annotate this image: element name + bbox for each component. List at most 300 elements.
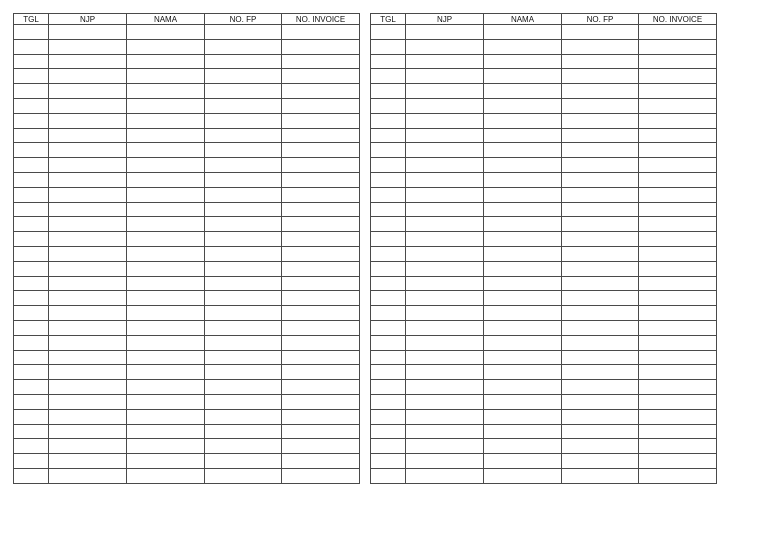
cell-no-fp[interactable]	[205, 320, 282, 335]
cell-nama[interactable]	[127, 365, 205, 380]
cell-nama[interactable]	[127, 380, 205, 395]
cell-tgl[interactable]	[14, 468, 49, 483]
cell-no-invoice[interactable]	[639, 217, 717, 232]
cell-no-invoice[interactable]	[639, 306, 717, 321]
cell-no-fp[interactable]	[562, 113, 639, 128]
cell-no-fp[interactable]	[562, 232, 639, 247]
cell-nama[interactable]	[484, 424, 562, 439]
cell-tgl[interactable]	[14, 365, 49, 380]
cell-nama[interactable]	[127, 320, 205, 335]
cell-njp[interactable]	[406, 394, 484, 409]
cell-njp[interactable]	[49, 439, 127, 454]
cell-no-invoice[interactable]	[639, 380, 717, 395]
cell-nama[interactable]	[484, 261, 562, 276]
cell-no-invoice[interactable]	[282, 394, 360, 409]
cell-nama[interactable]	[127, 98, 205, 113]
cell-no-fp[interactable]	[562, 261, 639, 276]
cell-no-invoice[interactable]	[282, 335, 360, 350]
cell-no-invoice[interactable]	[639, 246, 717, 261]
cell-njp[interactable]	[406, 202, 484, 217]
cell-no-fp[interactable]	[205, 394, 282, 409]
cell-njp[interactable]	[406, 350, 484, 365]
cell-no-fp[interactable]	[205, 187, 282, 202]
cell-no-invoice[interactable]	[282, 202, 360, 217]
cell-njp[interactable]	[49, 25, 127, 40]
cell-njp[interactable]	[406, 291, 484, 306]
cell-nama[interactable]	[484, 394, 562, 409]
cell-tgl[interactable]	[14, 113, 49, 128]
cell-nama[interactable]	[127, 202, 205, 217]
cell-nama[interactable]	[127, 84, 205, 99]
cell-tgl[interactable]	[14, 202, 49, 217]
cell-njp[interactable]	[406, 454, 484, 469]
cell-njp[interactable]	[406, 246, 484, 261]
cell-nama[interactable]	[484, 202, 562, 217]
cell-njp[interactable]	[406, 365, 484, 380]
cell-no-invoice[interactable]	[639, 98, 717, 113]
cell-njp[interactable]	[49, 172, 127, 187]
cell-tgl[interactable]	[371, 25, 406, 40]
cell-no-invoice[interactable]	[282, 276, 360, 291]
cell-njp[interactable]	[406, 320, 484, 335]
cell-no-invoice[interactable]	[639, 439, 717, 454]
cell-njp[interactable]	[49, 468, 127, 483]
cell-nama[interactable]	[127, 468, 205, 483]
cell-tgl[interactable]	[371, 350, 406, 365]
cell-no-invoice[interactable]	[282, 320, 360, 335]
cell-tgl[interactable]	[14, 158, 49, 173]
cell-njp[interactable]	[49, 217, 127, 232]
cell-nama[interactable]	[484, 306, 562, 321]
cell-tgl[interactable]	[371, 306, 406, 321]
cell-tgl[interactable]	[371, 128, 406, 143]
cell-njp[interactable]	[49, 246, 127, 261]
cell-tgl[interactable]	[14, 439, 49, 454]
cell-nama[interactable]	[127, 261, 205, 276]
cell-njp[interactable]	[49, 232, 127, 247]
cell-tgl[interactable]	[371, 232, 406, 247]
cell-no-fp[interactable]	[205, 54, 282, 69]
cell-nama[interactable]	[127, 246, 205, 261]
cell-no-fp[interactable]	[562, 202, 639, 217]
cell-no-invoice[interactable]	[639, 187, 717, 202]
cell-njp[interactable]	[406, 468, 484, 483]
cell-no-fp[interactable]	[205, 217, 282, 232]
cell-no-fp[interactable]	[205, 158, 282, 173]
cell-no-fp[interactable]	[205, 261, 282, 276]
cell-njp[interactable]	[49, 158, 127, 173]
cell-njp[interactable]	[406, 25, 484, 40]
cell-tgl[interactable]	[371, 291, 406, 306]
cell-nama[interactable]	[127, 335, 205, 350]
cell-nama[interactable]	[127, 276, 205, 291]
cell-njp[interactable]	[406, 217, 484, 232]
cell-no-invoice[interactable]	[639, 128, 717, 143]
cell-no-fp[interactable]	[562, 25, 639, 40]
cell-nama[interactable]	[484, 25, 562, 40]
cell-no-fp[interactable]	[205, 291, 282, 306]
cell-njp[interactable]	[49, 335, 127, 350]
cell-njp[interactable]	[49, 98, 127, 113]
cell-no-fp[interactable]	[205, 424, 282, 439]
cell-tgl[interactable]	[371, 84, 406, 99]
cell-tgl[interactable]	[14, 25, 49, 40]
cell-no-invoice[interactable]	[639, 350, 717, 365]
cell-njp[interactable]	[406, 113, 484, 128]
cell-njp[interactable]	[49, 380, 127, 395]
cell-tgl[interactable]	[14, 69, 49, 84]
cell-njp[interactable]	[406, 143, 484, 158]
cell-no-invoice[interactable]	[639, 365, 717, 380]
cell-no-fp[interactable]	[205, 143, 282, 158]
cell-njp[interactable]	[49, 187, 127, 202]
cell-nama[interactable]	[127, 291, 205, 306]
cell-no-invoice[interactable]	[282, 380, 360, 395]
cell-tgl[interactable]	[371, 69, 406, 84]
cell-no-fp[interactable]	[562, 350, 639, 365]
cell-nama[interactable]	[127, 158, 205, 173]
cell-njp[interactable]	[406, 158, 484, 173]
cell-no-invoice[interactable]	[282, 172, 360, 187]
cell-tgl[interactable]	[371, 246, 406, 261]
cell-nama[interactable]	[127, 439, 205, 454]
cell-no-fp[interactable]	[562, 69, 639, 84]
cell-tgl[interactable]	[371, 409, 406, 424]
cell-njp[interactable]	[49, 84, 127, 99]
cell-tgl[interactable]	[14, 232, 49, 247]
cell-tgl[interactable]	[371, 468, 406, 483]
cell-njp[interactable]	[49, 350, 127, 365]
cell-nama[interactable]	[484, 350, 562, 365]
cell-njp[interactable]	[49, 261, 127, 276]
cell-no-fp[interactable]	[205, 439, 282, 454]
cell-no-invoice[interactable]	[639, 69, 717, 84]
cell-njp[interactable]	[49, 394, 127, 409]
cell-nama[interactable]	[484, 54, 562, 69]
cell-no-invoice[interactable]	[282, 350, 360, 365]
cell-nama[interactable]	[127, 350, 205, 365]
cell-tgl[interactable]	[371, 335, 406, 350]
cell-no-invoice[interactable]	[282, 232, 360, 247]
cell-nama[interactable]	[127, 128, 205, 143]
cell-no-invoice[interactable]	[282, 291, 360, 306]
cell-njp[interactable]	[49, 454, 127, 469]
cell-njp[interactable]	[49, 306, 127, 321]
cell-tgl[interactable]	[14, 217, 49, 232]
cell-nama[interactable]	[484, 468, 562, 483]
cell-tgl[interactable]	[14, 143, 49, 158]
cell-no-fp[interactable]	[562, 187, 639, 202]
cell-nama[interactable]	[484, 143, 562, 158]
cell-no-invoice[interactable]	[639, 261, 717, 276]
cell-nama[interactable]	[484, 380, 562, 395]
cell-njp[interactable]	[406, 54, 484, 69]
cell-nama[interactable]	[127, 25, 205, 40]
cell-njp[interactable]	[406, 409, 484, 424]
cell-tgl[interactable]	[14, 54, 49, 69]
cell-no-invoice[interactable]	[282, 54, 360, 69]
cell-no-invoice[interactable]	[282, 409, 360, 424]
cell-no-fp[interactable]	[562, 365, 639, 380]
cell-tgl[interactable]	[371, 187, 406, 202]
cell-no-invoice[interactable]	[282, 143, 360, 158]
cell-tgl[interactable]	[14, 98, 49, 113]
cell-nama[interactable]	[484, 439, 562, 454]
cell-njp[interactable]	[49, 39, 127, 54]
cell-no-invoice[interactable]	[639, 454, 717, 469]
cell-nama[interactable]	[484, 39, 562, 54]
cell-njp[interactable]	[406, 98, 484, 113]
cell-no-invoice[interactable]	[282, 84, 360, 99]
cell-no-invoice[interactable]	[282, 39, 360, 54]
cell-nama[interactable]	[484, 172, 562, 187]
cell-nama[interactable]	[484, 454, 562, 469]
cell-njp[interactable]	[406, 261, 484, 276]
cell-tgl[interactable]	[14, 246, 49, 261]
cell-no-invoice[interactable]	[639, 276, 717, 291]
cell-no-invoice[interactable]	[639, 232, 717, 247]
cell-no-fp[interactable]	[562, 394, 639, 409]
cell-no-invoice[interactable]	[282, 187, 360, 202]
cell-no-invoice[interactable]	[282, 128, 360, 143]
cell-nama[interactable]	[484, 158, 562, 173]
cell-njp[interactable]	[406, 306, 484, 321]
cell-njp[interactable]	[406, 232, 484, 247]
cell-tgl[interactable]	[371, 143, 406, 158]
cell-no-fp[interactable]	[562, 158, 639, 173]
cell-nama[interactable]	[127, 306, 205, 321]
cell-no-fp[interactable]	[205, 350, 282, 365]
cell-njp[interactable]	[49, 113, 127, 128]
cell-no-fp[interactable]	[205, 232, 282, 247]
cell-njp[interactable]	[406, 424, 484, 439]
cell-no-fp[interactable]	[562, 98, 639, 113]
cell-no-fp[interactable]	[562, 84, 639, 99]
cell-tgl[interactable]	[14, 454, 49, 469]
cell-nama[interactable]	[484, 187, 562, 202]
cell-no-fp[interactable]	[205, 128, 282, 143]
cell-no-invoice[interactable]	[282, 424, 360, 439]
cell-njp[interactable]	[406, 69, 484, 84]
cell-no-invoice[interactable]	[282, 113, 360, 128]
cell-no-invoice[interactable]	[639, 394, 717, 409]
cell-nama[interactable]	[127, 143, 205, 158]
cell-no-invoice[interactable]	[282, 217, 360, 232]
cell-no-fp[interactable]	[562, 291, 639, 306]
cell-njp[interactable]	[406, 172, 484, 187]
cell-no-fp[interactable]	[205, 84, 282, 99]
cell-no-invoice[interactable]	[639, 113, 717, 128]
cell-nama[interactable]	[484, 98, 562, 113]
cell-no-invoice[interactable]	[639, 54, 717, 69]
cell-no-fp[interactable]	[562, 454, 639, 469]
cell-njp[interactable]	[406, 439, 484, 454]
cell-no-fp[interactable]	[562, 143, 639, 158]
cell-no-invoice[interactable]	[282, 454, 360, 469]
cell-njp[interactable]	[406, 84, 484, 99]
cell-no-fp[interactable]	[205, 409, 282, 424]
cell-no-fp[interactable]	[205, 246, 282, 261]
cell-njp[interactable]	[49, 424, 127, 439]
cell-tgl[interactable]	[371, 217, 406, 232]
cell-no-fp[interactable]	[205, 172, 282, 187]
cell-nama[interactable]	[484, 84, 562, 99]
cell-nama[interactable]	[127, 69, 205, 84]
cell-no-fp[interactable]	[562, 246, 639, 261]
cell-nama[interactable]	[127, 394, 205, 409]
cell-njp[interactable]	[49, 291, 127, 306]
cell-no-invoice[interactable]	[282, 246, 360, 261]
cell-tgl[interactable]	[371, 202, 406, 217]
cell-no-fp[interactable]	[562, 380, 639, 395]
cell-nama[interactable]	[484, 246, 562, 261]
cell-no-invoice[interactable]	[282, 158, 360, 173]
cell-tgl[interactable]	[14, 187, 49, 202]
cell-no-invoice[interactable]	[282, 439, 360, 454]
cell-no-fp[interactable]	[562, 335, 639, 350]
cell-no-invoice[interactable]	[282, 365, 360, 380]
cell-no-invoice[interactable]	[282, 98, 360, 113]
cell-no-fp[interactable]	[562, 424, 639, 439]
cell-no-invoice[interactable]	[639, 424, 717, 439]
cell-no-invoice[interactable]	[639, 172, 717, 187]
cell-nama[interactable]	[484, 291, 562, 306]
cell-no-invoice[interactable]	[639, 25, 717, 40]
cell-tgl[interactable]	[371, 39, 406, 54]
cell-nama[interactable]	[127, 217, 205, 232]
cell-tgl[interactable]	[371, 113, 406, 128]
cell-no-fp[interactable]	[205, 25, 282, 40]
cell-no-fp[interactable]	[205, 468, 282, 483]
cell-no-invoice[interactable]	[282, 468, 360, 483]
cell-no-fp[interactable]	[205, 113, 282, 128]
cell-njp[interactable]	[406, 39, 484, 54]
cell-njp[interactable]	[49, 54, 127, 69]
cell-nama[interactable]	[484, 128, 562, 143]
cell-no-invoice[interactable]	[639, 84, 717, 99]
cell-no-invoice[interactable]	[639, 320, 717, 335]
cell-no-fp[interactable]	[205, 380, 282, 395]
cell-nama[interactable]	[484, 335, 562, 350]
cell-nama[interactable]	[484, 232, 562, 247]
cell-tgl[interactable]	[14, 84, 49, 99]
cell-nama[interactable]	[484, 113, 562, 128]
cell-no-fp[interactable]	[562, 320, 639, 335]
cell-tgl[interactable]	[371, 320, 406, 335]
cell-nama[interactable]	[484, 217, 562, 232]
cell-nama[interactable]	[127, 424, 205, 439]
cell-tgl[interactable]	[371, 158, 406, 173]
cell-no-invoice[interactable]	[639, 158, 717, 173]
cell-njp[interactable]	[49, 128, 127, 143]
cell-no-invoice[interactable]	[639, 335, 717, 350]
cell-tgl[interactable]	[14, 172, 49, 187]
cell-tgl[interactable]	[14, 128, 49, 143]
cell-no-invoice[interactable]	[282, 25, 360, 40]
cell-tgl[interactable]	[371, 276, 406, 291]
cell-nama[interactable]	[127, 187, 205, 202]
cell-no-fp[interactable]	[205, 306, 282, 321]
cell-tgl[interactable]	[14, 261, 49, 276]
cell-no-fp[interactable]	[562, 306, 639, 321]
cell-nama[interactable]	[127, 232, 205, 247]
cell-tgl[interactable]	[14, 424, 49, 439]
cell-njp[interactable]	[49, 202, 127, 217]
cell-njp[interactable]	[406, 276, 484, 291]
cell-tgl[interactable]	[14, 39, 49, 54]
cell-no-fp[interactable]	[562, 276, 639, 291]
cell-no-fp[interactable]	[205, 98, 282, 113]
cell-no-fp[interactable]	[562, 409, 639, 424]
cell-tgl[interactable]	[371, 365, 406, 380]
cell-tgl[interactable]	[14, 276, 49, 291]
cell-nama[interactable]	[127, 113, 205, 128]
cell-nama[interactable]	[484, 409, 562, 424]
cell-no-invoice[interactable]	[282, 69, 360, 84]
cell-no-fp[interactable]	[205, 276, 282, 291]
cell-no-fp[interactable]	[562, 128, 639, 143]
cell-no-fp[interactable]	[562, 439, 639, 454]
cell-nama[interactable]	[484, 365, 562, 380]
cell-nama[interactable]	[484, 69, 562, 84]
cell-no-fp[interactable]	[205, 335, 282, 350]
cell-tgl[interactable]	[371, 394, 406, 409]
cell-nama[interactable]	[484, 276, 562, 291]
cell-nama[interactable]	[127, 39, 205, 54]
cell-no-fp[interactable]	[562, 172, 639, 187]
cell-no-fp[interactable]	[562, 468, 639, 483]
cell-no-fp[interactable]	[205, 454, 282, 469]
cell-njp[interactable]	[49, 69, 127, 84]
cell-njp[interactable]	[49, 409, 127, 424]
cell-tgl[interactable]	[371, 439, 406, 454]
cell-no-fp[interactable]	[205, 39, 282, 54]
cell-tgl[interactable]	[371, 454, 406, 469]
cell-no-invoice[interactable]	[639, 39, 717, 54]
cell-tgl[interactable]	[371, 261, 406, 276]
cell-njp[interactable]	[49, 143, 127, 158]
cell-no-invoice[interactable]	[639, 291, 717, 306]
cell-no-fp[interactable]	[562, 39, 639, 54]
cell-no-fp[interactable]	[205, 365, 282, 380]
cell-no-fp[interactable]	[205, 69, 282, 84]
cell-no-invoice[interactable]	[639, 143, 717, 158]
cell-no-fp[interactable]	[205, 202, 282, 217]
cell-no-invoice[interactable]	[282, 306, 360, 321]
cell-njp[interactable]	[49, 365, 127, 380]
cell-njp[interactable]	[49, 276, 127, 291]
cell-tgl[interactable]	[14, 394, 49, 409]
cell-tgl[interactable]	[371, 380, 406, 395]
cell-nama[interactable]	[127, 454, 205, 469]
cell-tgl[interactable]	[14, 291, 49, 306]
cell-tgl[interactable]	[371, 172, 406, 187]
cell-njp[interactable]	[49, 320, 127, 335]
cell-no-invoice[interactable]	[639, 468, 717, 483]
cell-tgl[interactable]	[14, 409, 49, 424]
cell-nama[interactable]	[127, 409, 205, 424]
cell-tgl[interactable]	[14, 350, 49, 365]
cell-njp[interactable]	[406, 380, 484, 395]
cell-njp[interactable]	[406, 128, 484, 143]
cell-no-invoice[interactable]	[282, 261, 360, 276]
cell-njp[interactable]	[406, 335, 484, 350]
cell-tgl[interactable]	[14, 380, 49, 395]
cell-nama[interactable]	[127, 54, 205, 69]
cell-nama[interactable]	[127, 172, 205, 187]
cell-njp[interactable]	[406, 187, 484, 202]
cell-no-invoice[interactable]	[639, 202, 717, 217]
